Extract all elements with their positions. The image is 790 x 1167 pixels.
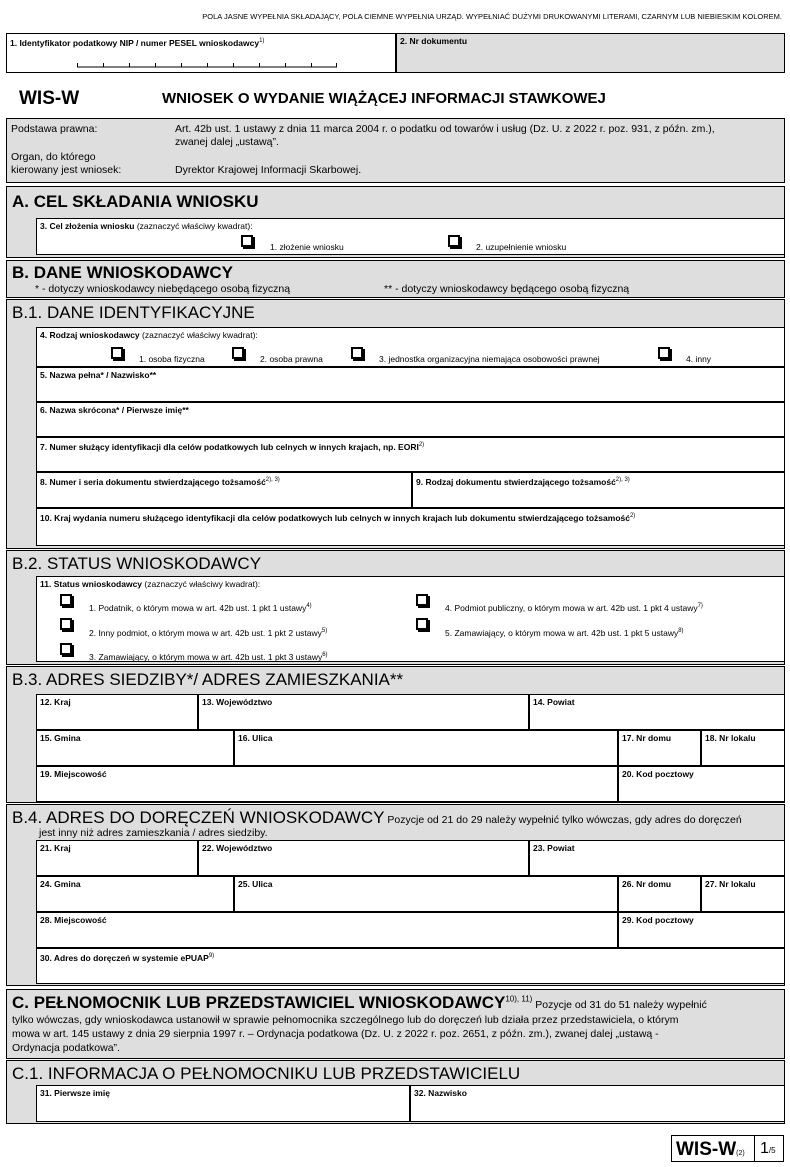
section-b4-note-2: jest inny niż adres zamieszkania / adres siedziby. (39, 827, 268, 839)
type-natural-person-label: 1. osoba fizyczna (139, 354, 205, 364)
delivery-commune-field[interactable]: 24. Gmina (36, 876, 234, 912)
id-document-number-label: 8. Numer i seria dokumentu stwierdzającego tożsamość (40, 476, 266, 487)
organ-text: Dyrektor Krajowej Informacji Skarbowej. (175, 164, 362, 176)
note-legal-entity: * - dotyczy wnioskodawcy niebędącego osobą fizyczną (35, 283, 291, 295)
section-c1-title: C.1. INFORMACJA O PEŁNOMOCNIKU LUB PRZEDSTAWICIELU (12, 1064, 521, 1083)
id-document-number-field[interactable]: 8. Numer i seria dokumentu stwierdzającego tożsamość$^{2), 3)}$ (36, 472, 412, 508)
page-number: 1/5 (760, 1140, 776, 1157)
section-b-title: B. DANE WNIOSKODAWCY (12, 263, 233, 282)
section-c-heading: C. PEŁNOMOCNIK LUB PRZEDSTAWICIEL $WNIOSKODAWCY^{10), 11)}$ Pozycje od 31 do 51 należy wypełnić (12, 993, 707, 1012)
applicant-type-field: 4. Rodzaj wnioskodawcy (zaznaczyć właściwy kwadrat): (36, 327, 785, 367)
note-natural-person: ** - dotyczy wnioskodawcy będącego osobą fizyczną (384, 283, 630, 295)
section-c (6, 989, 785, 1059)
section-b4-heading (12, 808, 742, 828)
footer-form-code: WIS-W (676, 1139, 737, 1160)
issuing-country-field[interactable]: 10. Kraj wydania numeru służącego identyfikacji dla celów podatkowych lub celnych w innych krajach lub dokumentu stwierdzającego tożsamość$^{2)}$ (36, 508, 785, 546)
section-c-text-4: Ordynacja podatkowa”. (12, 1042, 120, 1054)
purpose-supplement-checkbox[interactable] (448, 235, 460, 247)
legal-basis-block (6, 118, 785, 183)
postal-code-field[interactable]: 20. Kod pocztowy (618, 766, 785, 802)
section-b2-title: B.2. STATUS WNIOSKODAWCY (12, 554, 262, 573)
section-b4-title: B.4. ADRES DO DORĘCZEŃ WNIOSKODAWCY (12, 808, 385, 827)
delivery-city-field[interactable]: 28. Miejscowość (36, 912, 618, 948)
issuing-country-label: 10. Kraj wydania numeru służącego identyfikacji dla celów podatkowych lub celnych w innych krajach lub dokumentu stwierdzającego tożsamość (40, 512, 630, 523)
form-title: WNIOSEK O WYDANIE WIĄŻĄCEJ INFORMACJI STAWKOWEJ (162, 90, 606, 107)
delivery-postal-code-field[interactable]: 29. Kod pocztowy (618, 912, 785, 948)
status-ordering-party-5-checkbox[interactable] (416, 618, 428, 630)
section-b4-note-1: Pozycje od 21 do 29 należy wypełnić tylko wówczas, gdy adres do doręczeń (384, 814, 742, 826)
status-ordering-party-3-label: 3. Zamawiający, o którym mowa w art. 42b ust. 1 pkt 3 ustawy$^{6)}$ (89, 651, 328, 662)
applicant-type-label: 4. Rodzaj wnioskodawcy (40, 330, 140, 340)
epuap-address-field[interactable]: 30. Adres do doręczeń w systemie ePUAP$^{9)}$ (36, 948, 785, 984)
eori-field[interactable]: 7. Numer służący identyfikacji dla celów podatkowych lub celnych w innych krajach, np. EORI$^{2)}$ (36, 437, 785, 472)
status-field: 11. Status wnioskodawcy (zaznaczyć właściwy kwadrat): (36, 576, 785, 662)
status-public-entity-checkbox[interactable] (416, 594, 428, 606)
delivery-voivodeship-field[interactable]: 22. Województwo (198, 840, 529, 876)
status-public-entity-label: 4. Podmiot publiczny, o którym mowa w art. 42b ust. 1 pkt 4 ustawy$^{7)}$ (445, 602, 703, 613)
footer-form-box (671, 1135, 784, 1162)
section-b3-title: B.3. ADRES SIEDZIBY*/ ADRES ZAMIESZKANIA** (12, 670, 404, 689)
district-field[interactable]: 14. Powiat (529, 694, 785, 730)
type-other-label: 4. inny (686, 354, 712, 364)
voivodeship-field[interactable]: 13. Województwo (198, 694, 529, 730)
street-field[interactable]: 16. Ulica (234, 730, 618, 766)
house-number-field[interactable]: 17. Nr domu (618, 730, 701, 766)
legal-basis-text-2: zwanej dalej „ustawą”. (175, 136, 279, 148)
epuap-address-label: 30. Adres do doręczeń w systemie ePUAP (40, 952, 209, 963)
attorney-last-name-field[interactable]: 32. Nazwisko (410, 1085, 785, 1122)
footer-form-version: (2) (736, 1150, 745, 1157)
digit-comb (77, 60, 339, 68)
delivery-house-number-field[interactable]: 26. Nr domu (618, 876, 701, 912)
apartment-number-field[interactable]: 18. Nr lokalu (701, 730, 785, 766)
section-b (6, 260, 785, 298)
status-ordering-party-5-label: 5. Zamawiający, o którym mowa w art. 42b ust. 1 pkt 5 ustawy$^{8)}$ (445, 627, 684, 638)
delivery-country-field[interactable]: 21. Kraj (36, 840, 198, 876)
section-b1-title: B.1. DANE IDENTYFIKACYJNE (12, 303, 255, 322)
purpose-field: 3. Cel złożenia wniosku (zaznaczyć właściwy kwadrat): (36, 218, 785, 255)
nip-pesel-label: 1. Identyfikator podatkowy NIP / numer PESEL wnioskodawcy (10, 37, 260, 48)
type-organizational-unit-label: 3. jednostka organizacyjna niemająca osobowości prawnej (379, 354, 600, 364)
country-field[interactable]: 12. Kraj (36, 694, 198, 730)
eori-label: 7. Numer służący identyfikacji dla celów podatkowych lub celnych w innych krajach, np. EORI (40, 441, 419, 452)
section-c-title: C. PEŁNOMOCNIK LUB PRZEDSTAWICIEL WNIOSKODAWCY (12, 993, 506, 1012)
full-name-field[interactable] (36, 367, 785, 402)
purpose-submit-label: 1. złożenie wniosku (270, 242, 344, 252)
section-c-text-3: mowa w art. 145 ustawy z dnia 29 sierpnia 1997 r. – Ordynacja podatkowa (Dz. U. z 2022 r. poz. 2651, z późn. zm.), zwanej dalej „ustawą - (12, 1028, 659, 1040)
document-number-label: 2. Nr dokumentu (400, 36, 468, 46)
type-natural-person-checkbox[interactable] (111, 347, 123, 359)
id-document-type-label: 9. Rodzaj dokumentu stwierdzającego tożsamość (416, 476, 616, 487)
document-number-field (396, 33, 785, 73)
status-other-entity-checkbox[interactable] (60, 618, 72, 630)
status-taxpayer-checkbox[interactable] (60, 594, 72, 606)
full-name-label: 5. Nazwa pełna* / Nazwisko** (40, 370, 157, 380)
type-other-checkbox[interactable] (658, 347, 670, 359)
delivery-apartment-number-field[interactable]: 27. Nr lokalu (701, 876, 785, 912)
type-legal-person-label: 2. osoba prawna (260, 354, 323, 364)
status-ordering-party-3-checkbox[interactable] (60, 643, 72, 655)
section-a-title: A. CEL SKŁADANIA WNIOSKU (12, 192, 259, 211)
form-code: WIS-W (19, 88, 80, 109)
short-name-field[interactable] (36, 402, 785, 437)
purpose-submit-checkbox[interactable] (241, 235, 253, 247)
attorney-first-name-field[interactable]: 31. Pierwsze imię (36, 1085, 410, 1122)
legal-basis-text-1: Art. 42b ust. 1 ustawy z dnia 11 marca 2004 r. o podatku od towarów i usług (Dz. U. z 2022 r. poz. 931, z późn. zm.), (175, 123, 715, 135)
section-c-text-1: Pozycje od 31 do 51 należy wypełnić (532, 999, 707, 1011)
organ-label-2: kierowany jest wniosek: (11, 164, 122, 176)
type-legal-person-checkbox[interactable] (232, 347, 244, 359)
organ-label-1: Organ, do którego (11, 151, 96, 163)
type-organizational-unit-checkbox[interactable] (351, 347, 363, 359)
purpose-supplement-label: 2. uzupełnienie wniosku (476, 242, 567, 252)
id-document-type-field[interactable]: 9. Rodzaj dokumentu stwierdzającego tożsamość$^{2), 3)}$ (412, 472, 785, 508)
status-taxpayer-label: 1. Podatnik, o którym mowa w art. 42b ust. 1 pkt 1 ustawy$^{4)}$ (89, 602, 312, 613)
purpose-label: 3. Cel złożenia wniosku (40, 221, 135, 231)
status-label: 11. Status wnioskodawcy (40, 579, 143, 589)
legal-basis-label: Podstawa prawna: (11, 123, 98, 135)
footer-form-code-wrap (676, 1139, 754, 1161)
commune-field[interactable]: 15. Gmina (36, 730, 234, 766)
section-c-text-2: tylko wówczas, gdy wnioskodawca ustanowił w sprawie pełnomocnika szczególnego lub do doręczeń lub działa przez przedstawiciela, o którym (12, 1014, 679, 1026)
delivery-street-field[interactable]: 25. Ulica (234, 876, 618, 912)
city-field[interactable]: 19. Miejscowość (36, 766, 618, 802)
short-name-label: 6. Nazwa skrócona* / Pierwsze imię** (40, 405, 189, 415)
header-note: POLA JASNE WYPEŁNIA SKŁADAJĄCY, POLA CIEMNE WYPEŁNIA URZĄD. WYPEŁNIAĆ DUŻYMI DRUKOWANYMI LITERAMI, CZARNYM LUB NIEBIESKIM KOLOREM. (202, 12, 782, 21)
delivery-district-field[interactable]: 23. Powiat (529, 840, 785, 876)
nip-pesel-field[interactable]: 1. Identyfikator podatkowy NIP / numer PESEL wnioskodawcy$^{1)}$ (6, 33, 396, 73)
status-other-entity-label: 2. Inny podmiot, o którym mowa w art. 42b ust. 1 pkt 2 ustawy$^{5)}$ (89, 627, 328, 638)
